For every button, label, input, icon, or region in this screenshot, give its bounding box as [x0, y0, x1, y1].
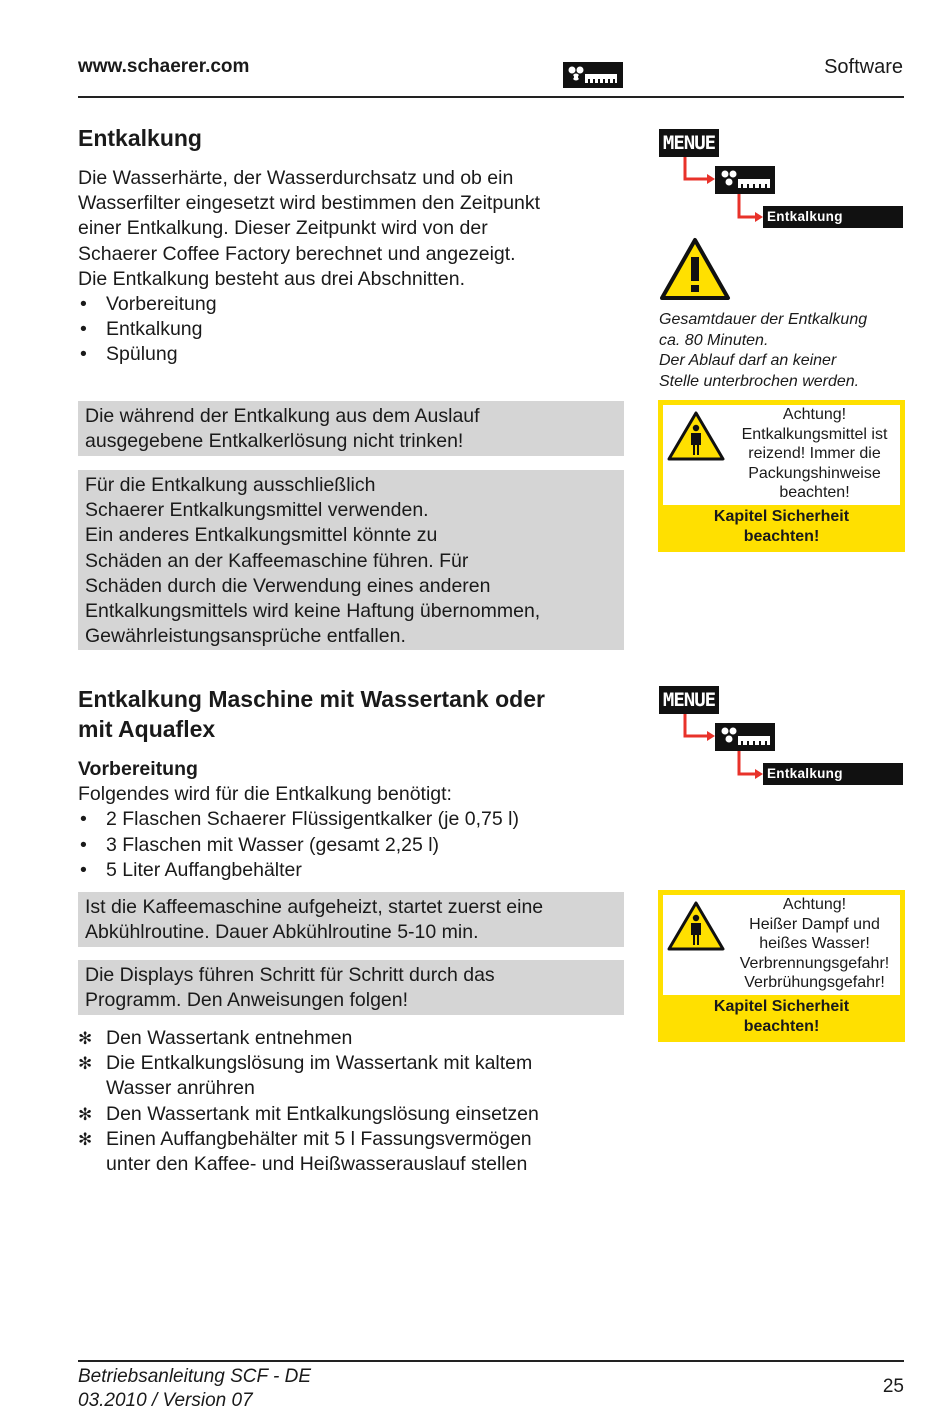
- machine-icon: [715, 166, 775, 194]
- warning-line: Verbrennungsgefahr!: [739, 954, 890, 972]
- warning-triangle-icon: [659, 237, 731, 306]
- list-item: • 2 Flaschen Schaerer Flüssigentkalker (je 0,75 l): [78, 807, 638, 832]
- note-box: [78, 960, 624, 1015]
- person-warning-icon: [667, 901, 725, 956]
- warning-text: [729, 405, 900, 503]
- action-line: ✻ Die Entkalkungslösung im Wassertank mit kaltem: [106, 1052, 533, 1075]
- warning-line: Entkalkungsmittel ist: [741, 425, 888, 443]
- warning-box-irritant: [658, 400, 905, 552]
- warning-line: Achtung!: [782, 406, 847, 423]
- warning-footer-line: Kapitel Sicherheit: [713, 508, 850, 525]
- menu-item-entkalkung: Entkalkung: [763, 763, 903, 785]
- action-line: Den Wassertank entnehmen: [106, 1027, 353, 1049]
- list-item: • 5 Liter Auffangbehälter: [78, 858, 638, 883]
- preparation-block: [78, 757, 638, 883]
- note-line: Ist die Kaffeemaschine aufgeheizt, startet zuerst eine: [85, 896, 544, 918]
- intro-line: Schaerer Coffee Factory berechnet und angezeigt.: [78, 242, 516, 265]
- menu-item-entkalkung: Entkalkung: [763, 206, 903, 228]
- coffee-machine-logo-icon: [563, 62, 623, 88]
- note-line: Programm. Den Anweisungen folgen!: [85, 989, 409, 1012]
- warning-footer-line: beachten!: [743, 1018, 820, 1035]
- warning-text: [729, 895, 900, 993]
- action-line: unter den Kaffee- und Heißwasserauslauf stellen: [106, 1153, 528, 1176]
- page-number: 25: [882, 1376, 904, 1397]
- header-url: www.schaerer.com: [78, 56, 250, 77]
- list-item: • Spülung: [78, 342, 618, 367]
- preparation-intro: Folgendes wird für die Entkalkung benötigt:: [78, 783, 452, 806]
- title-line: mit Aquaflex: [78, 716, 216, 742]
- intro-line: Die Entkalkung besteht aus drei Abschnitten.: [78, 267, 465, 290]
- menu-key-icon: MENUE: [659, 686, 719, 714]
- intro-line: Wasserfilter eingesetzt wird bestimmen den Zeitpunkt: [78, 192, 541, 215]
- action-line: ✻ Einen Auffangbehälter mit 5 l Fassungsvermögen: [106, 1127, 532, 1150]
- note-box: [78, 401, 624, 456]
- footer-version: 03.2010 / Version 07: [78, 1390, 253, 1411]
- intro-line: einer Entkalkung. Dieser Zeitpunkt wird von der: [78, 217, 488, 240]
- warning-line: Heißer Dampf und: [749, 915, 880, 933]
- caption-line: Gesamtdauer der Entkalkung: [659, 311, 868, 328]
- section-title: Entkalkung: [78, 125, 202, 151]
- warning-line: Verbrühungsgefahr!: [744, 974, 885, 991]
- warning-footer-line: beachten!: [743, 528, 820, 545]
- subsection-title: Vorbereitung: [78, 758, 198, 780]
- action-steps-list: [78, 1026, 638, 1177]
- action-step: [78, 1051, 638, 1101]
- footer-doc-title: Betriebsanleitung SCF - DE: [78, 1366, 312, 1387]
- note-line: Die während der Entkalkung aus dem Auslauf: [85, 405, 480, 427]
- note-line: ausgegebene Entkalkerlösung nicht trinken!: [85, 430, 464, 453]
- warning-line: reizend! Immer die: [748, 445, 881, 462]
- menu-navigation-path: [659, 686, 909, 786]
- note-line: Schaerer Entkalkungsmittel verwenden.: [85, 499, 429, 522]
- warning-line: Packungshinweise: [748, 464, 881, 482]
- warning-footer-line: Kapitel Sicherheit: [713, 998, 850, 1015]
- requirements-list: [78, 807, 638, 883]
- warning-footer: [663, 505, 900, 547]
- menu-navigation-path: [659, 129, 909, 229]
- caption-line: ca. 80 Minuten.: [659, 331, 769, 349]
- duration-caption: [659, 310, 909, 392]
- list-item: • Vorbereitung: [78, 292, 618, 317]
- note-line: Schäden an der Kaffeemaschine führen. Für: [85, 549, 469, 572]
- note-box: [78, 470, 624, 650]
- warning-box-hot-steam: [658, 890, 905, 1042]
- menu-key-icon: MENUE: [659, 129, 719, 157]
- note-line: Die Displays führen Schritt für Schritt durch das: [85, 964, 495, 986]
- footer-divider: [78, 1360, 904, 1362]
- caption-line: Der Ablauf darf an keiner: [659, 352, 837, 369]
- title-line: Entkalkung Maschine mit Wassertank oder: [78, 686, 545, 712]
- note-line: Für die Entkalkung ausschließlich: [85, 474, 376, 496]
- header-section: Software: [824, 56, 903, 78]
- action-line: Wasser anrühren: [106, 1077, 255, 1100]
- warning-line: beachten!: [779, 484, 850, 501]
- header-divider: [78, 96, 904, 98]
- action-step: [78, 1127, 638, 1177]
- intro-line: Die Wasserhärte, der Wasserdurchsatz und ob ein: [78, 167, 514, 189]
- list-item: • Entkalkung: [78, 317, 618, 342]
- warning-line: heißes Wasser!: [759, 935, 870, 952]
- note-line: Gewährleistungsansprüche entfallen.: [85, 625, 406, 648]
- note-box: [78, 892, 624, 947]
- note-line: Entkalkungsmittels wird keine Haftung übernommen,: [85, 600, 541, 623]
- note-line: Ein anderes Entkalkungsmittel könnte zu: [85, 524, 438, 547]
- machine-icon: [715, 723, 775, 751]
- note-line: Schäden durch die Verwendung eines anderen: [85, 574, 491, 597]
- person-warning-icon: [667, 411, 725, 466]
- action-step: [78, 1102, 638, 1127]
- section-title: [78, 684, 638, 744]
- caption-line: Stelle unterbrochen werden.: [659, 372, 860, 390]
- steps-list: [78, 292, 618, 368]
- warning-line: Achtung!: [782, 896, 847, 913]
- note-line: Abkühlroutine. Dauer Abkühlroutine 5-10 min.: [85, 921, 479, 944]
- section-intro: [78, 166, 618, 368]
- action-step: [78, 1026, 638, 1051]
- action-line: Den Wassertank mit Entkalkungslösung einsetzen: [106, 1102, 539, 1125]
- footer-doc-info: [78, 1365, 311, 1413]
- list-item: • 3 Flaschen mit Wasser (gesamt 2,25 l): [78, 833, 638, 858]
- warning-footer: [663, 995, 900, 1037]
